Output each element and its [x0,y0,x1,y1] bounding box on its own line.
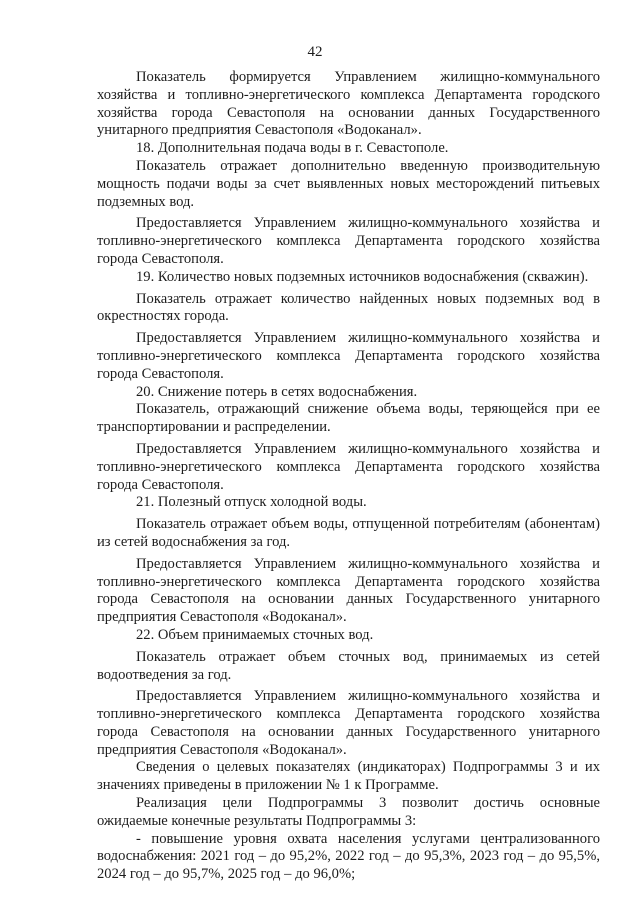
heading-item-18: 18. Дополнительная подача воды в г. Севастополе. [136,140,449,157]
paragraph-item-18-source: Предоставляется Управлением жилищно-коммунального хозяйства и топливно-энергетического комплекса Департамента городского хозяйства города Севастополя. [97,215,600,267]
paragraph-item-21-source: Предоставляется Управлением жилищно-коммунального хозяйства и топливно-энергетического комплекса Департамента городского хозяйства города Севастополя на основании данных Государственного унитарного предприятия Севастополя «Водоканал». [97,555,600,626]
paragraph-item-19-source: Предоставляется Управлением жилищно-коммунального хозяйства и топливно-энергетического комплекса Департамента городского хозяйства города Севастополя. [97,330,600,382]
paragraph-item-19-description: Показатель отражает количество найденных новых подземных вод в окрестностях города. [97,290,600,325]
heading-item-22: 22. Объем принимаемых сточных вод. [136,626,374,643]
paragraph-item-22-description: Показатель отражает объем сточных вод, принимаемых из сетей водоотведения за год. [97,648,600,683]
heading-item-20: 20. Снижение потерь в сетях водоснабжения. [136,383,418,400]
heading-item-21: 21. Полезный отпуск холодной воды. [136,494,367,511]
list-item-water-supply-coverage: - повышение уровня охвата населения услугами централизованного водоснабжения: 2021 год – до 95,2%, 2022 год – до 95,3%, 2023 год – до 95,5%, 2024 год – до 95,7%, 2025 год – до 96,0%; [97,830,600,883]
paragraph-expected-results: Реализация цели Подпрограммы 3 позволит достичь основные ожидаемые конечные результаты Подпрограммы 3: [97,795,600,829]
paragraph-item-20-description: Показатель, отражающий снижение объема воды, теряющейся при ее транспортировании и распределении. [97,401,600,436]
paragraph-item-22-source: Предоставляется Управлением жилищно-коммунального хозяйства и топливно-энергетического комплекса Департамента городского хозяйства города Севастополя на основании данных Государственного унитарного предприятия Севастополя «Водоканал». [97,688,600,758]
document-body [97,69,600,884]
paragraph-indicator-source: Показатель формируется Управлением жилищно-коммунального хозяйства и топливно-энергетического комплекса Департамента городского хозяйства города Севастополя на основании данных Государственного унитарного предприятия Севастополя «Водоканал». [97,69,600,139]
page-number: 42 [307,44,323,60]
heading-item-19: 19. Количество новых подземных источников водоснабжения (скважин). [136,268,589,285]
paragraph-item-18-description: Показатель отражает дополнительно введенную производительную мощность подачи воды за счет выявленных новых месторождений питьевых подземных вод. [97,157,600,210]
paragraph-targets-info: Сведения о целевых показателях (индикаторах) Подпрограммы 3 и их значениях приведены в приложении № 1 к Программе. [97,759,600,794]
paragraph-item-21-description: Показатель отражает объем воды, отпущенной потребителям (абонентам) из сетей водоснабжения за год. [97,516,600,550]
paragraph-item-20-source: Предоставляется Управлением жилищно-коммунального хозяйства и топливно-энергетического комплекса Департамента городского хозяйства города Севастополя. [97,440,600,493]
